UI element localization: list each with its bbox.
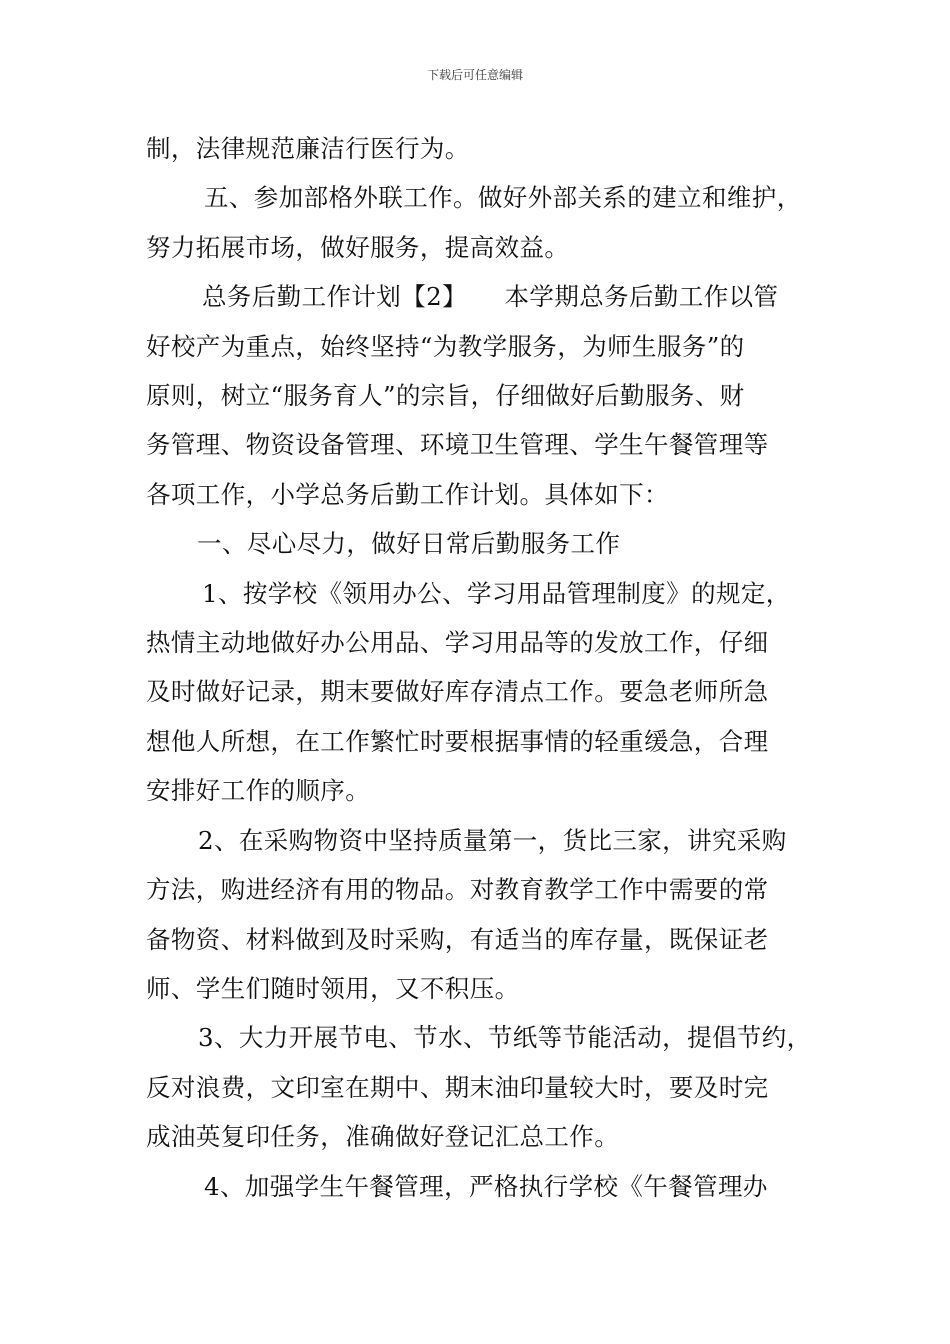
text-line: 反对浪费，文印室在期中、期末油印量较大时，要及时完 — [146, 1072, 769, 1102]
text-line: 师、学生们随时领用，又不积压。 — [146, 973, 520, 1003]
text-line: 想他人所想，在工作繁忙时要根据事情的轻重缓急，合理 — [146, 726, 769, 756]
text-line: 4、加强学生午餐管理，严格执行学校《午餐管理办 — [204, 1171, 768, 1201]
text-line: 及时做好记录，期末要做好库存清点工作。要急老师所急 — [146, 677, 769, 707]
text-line: 总务后勤工作计划【2】 本学期总务后勤工作以管 — [202, 282, 779, 312]
page-header: 下载后可任意编辑 — [426, 68, 523, 82]
text-line: 热情主动地做好办公用品、学习用品等的发放工作，仔细 — [146, 628, 769, 658]
text-line: 制，法律规范廉洁行医行为。 — [146, 134, 470, 163]
text-line: 努力拓展市场，做好服务，提高效益。 — [146, 232, 570, 262]
text-line: 2、在采购物资中坚持质量第一，货比三家，讲究采购 — [198, 825, 787, 855]
text-line: 各项工作，小学总务后勤工作计划。具体如下： — [146, 479, 669, 509]
text-line: 方法，购进经济有用的物品。对教育教学工作中需要的常 — [146, 875, 769, 905]
text-line: 务管理、物资设备管理、环境卫生管理、学生午餐管理等 — [146, 430, 769, 460]
text-line: 3、大力开展节电、节水、节纸等节能活动，提倡节约， — [198, 1023, 812, 1053]
text-line: 安排好工作的顺序。 — [146, 776, 371, 806]
text-line: 原则，树立“服务育人”的宗旨，仔细做好后勤服务、财 — [146, 381, 745, 411]
text-line: 好校产为重点，始终坚持“为教学服务，为师生服务”的 — [146, 331, 745, 361]
document-body — [146, 124, 826, 1211]
text-line: 备物资、材料做到及时采购，有适当的库存量，既保证老 — [146, 924, 769, 954]
text-line: 1、按学校《领用办公、学习用品管理制度》的规定， — [202, 578, 791, 608]
text-line: 成油英复印任务，准确做好登记汇总工作。 — [146, 1122, 620, 1152]
text-line: 一、尽心尽力，做好日常后勤服务工作 — [197, 529, 621, 559]
text-line: 五、参加部格外联工作。做好外部关系的建立和维护， — [204, 183, 802, 213]
